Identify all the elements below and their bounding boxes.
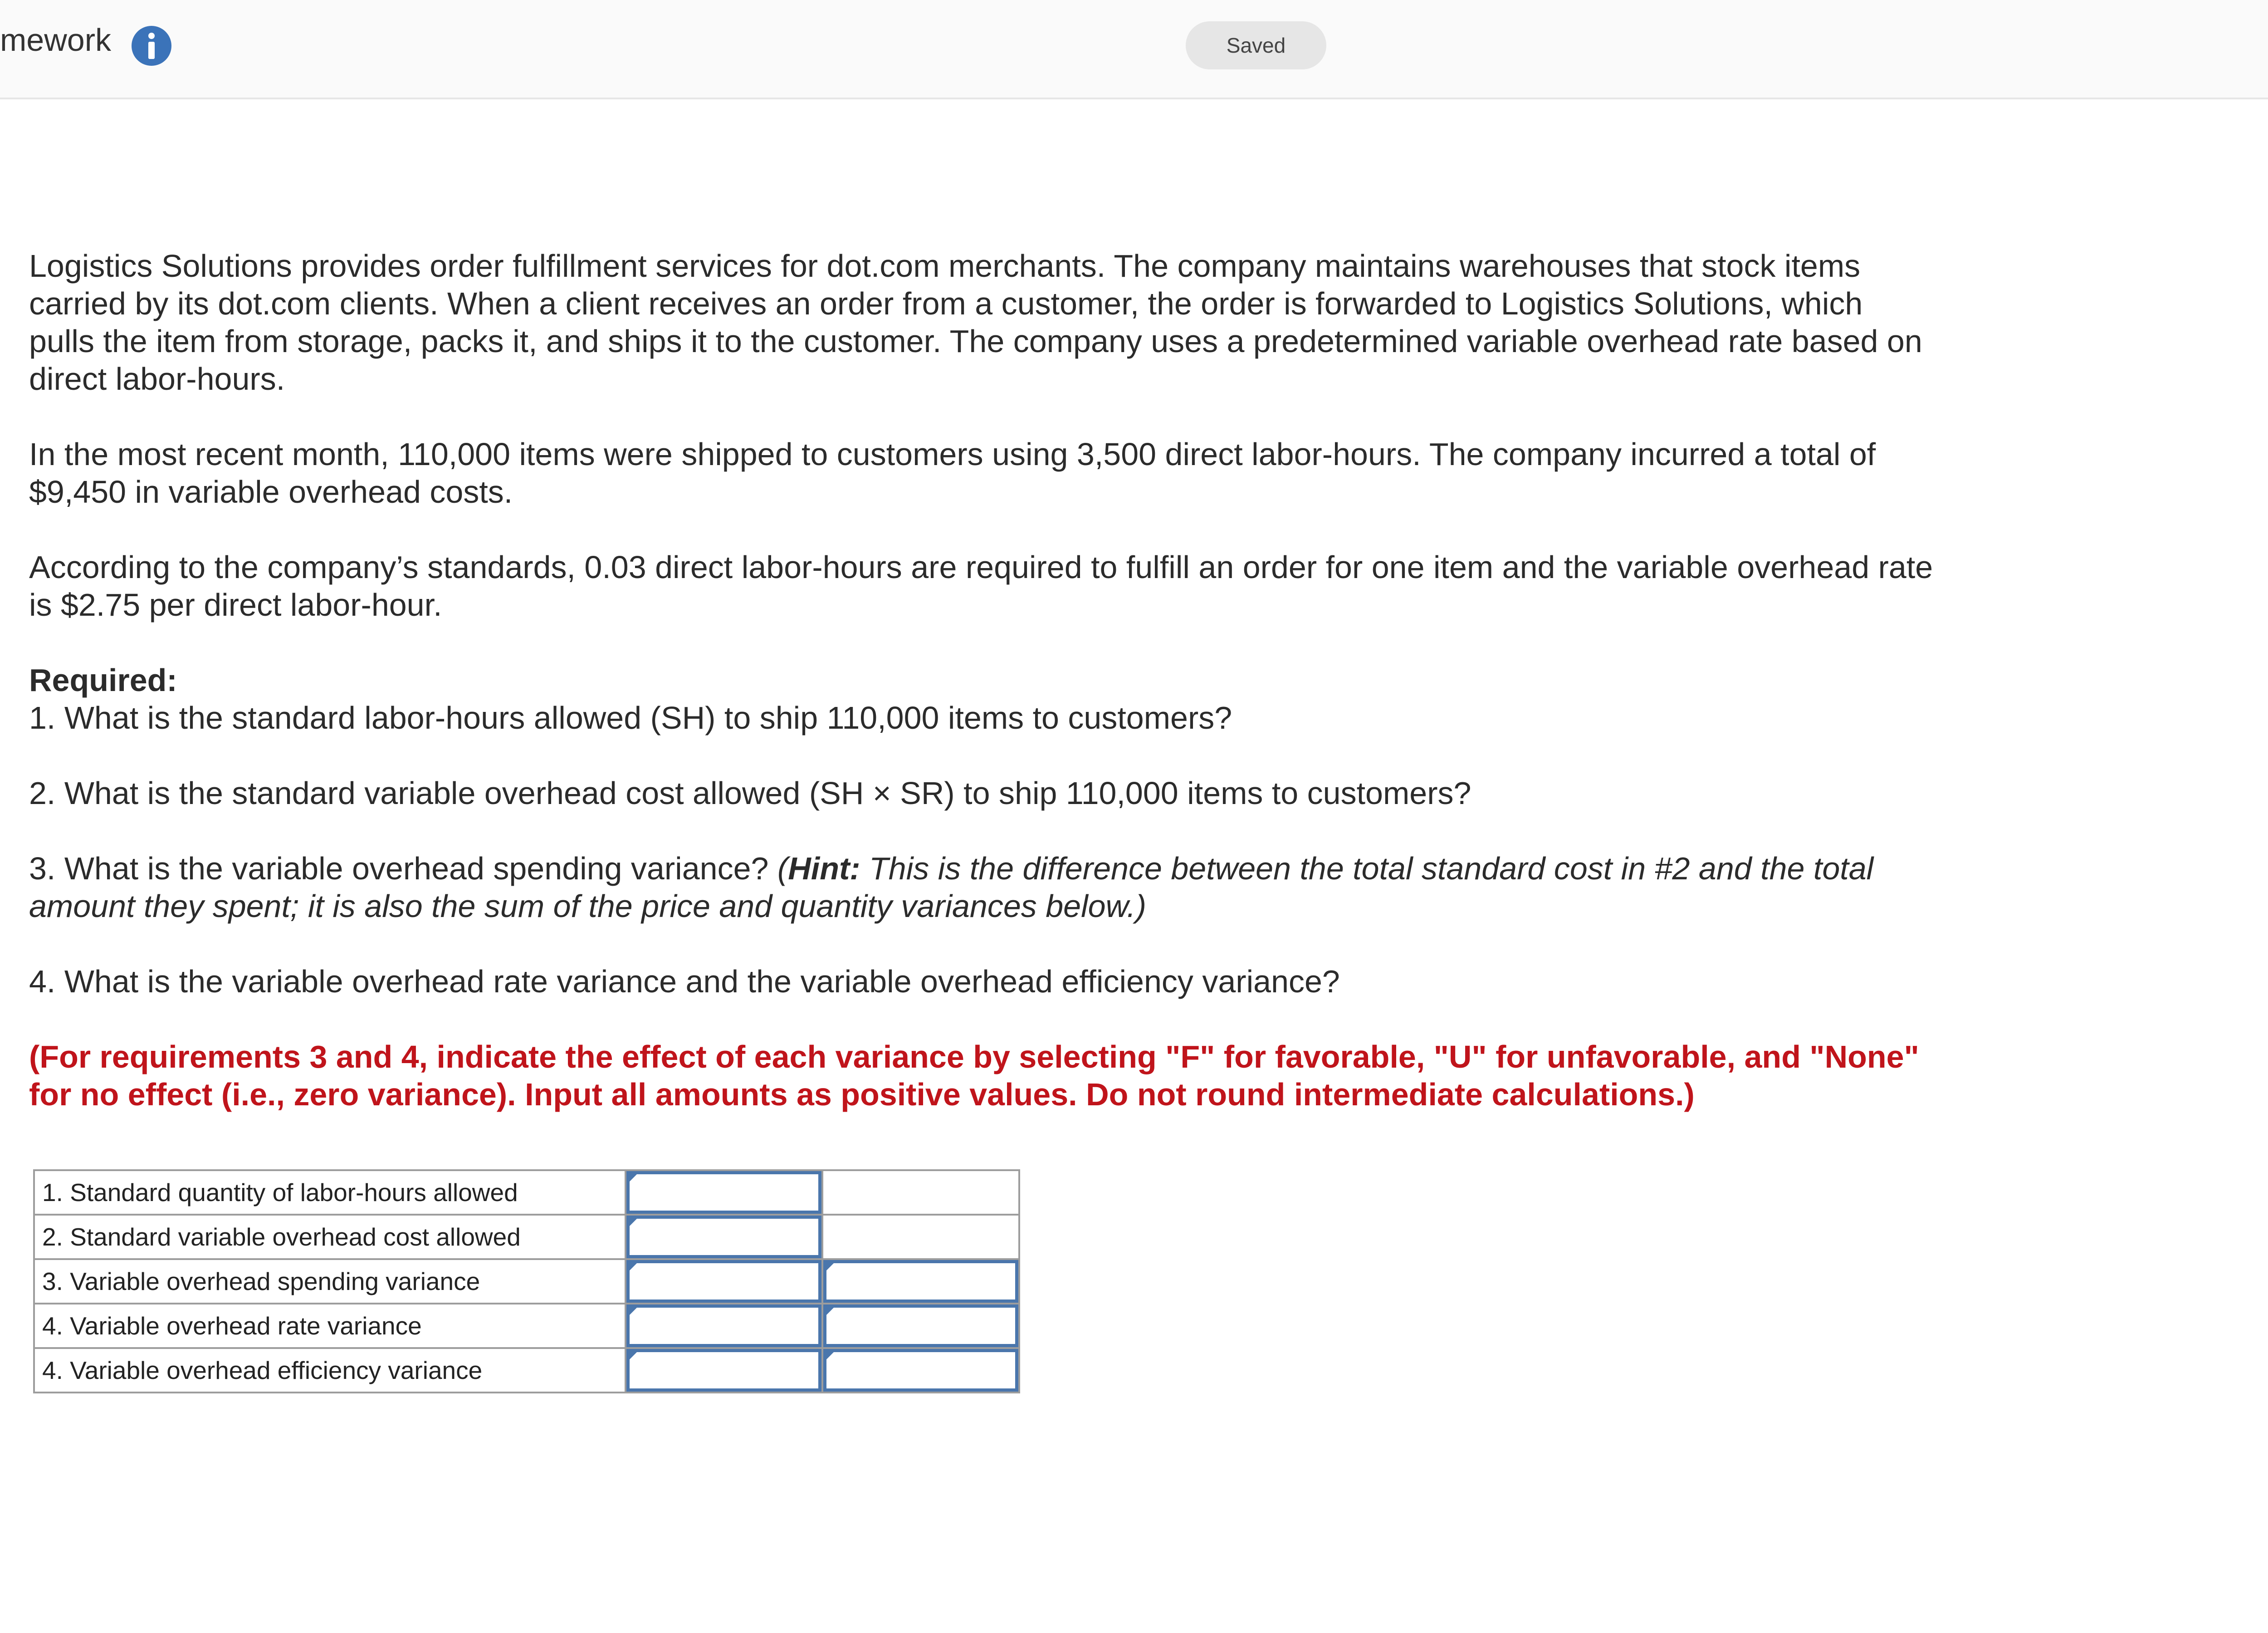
- amount-cell: [626, 1348, 822, 1393]
- effect-select[interactable]: [823, 1304, 1018, 1347]
- empty-cell: [822, 1215, 1019, 1259]
- table-row: [34, 1304, 1019, 1348]
- question-intro: Logistics Solutions provides order fulfillment services for dot.com merchants. The company maintains warehouses that stock items carried by its dot.com clients. When a client receives an order from a customer, the order is forwarded to Logistics Solutions, which pulls the item from storage, packs it, and ships it to the customer. The company uses a predetermined variable overhead rate based on direct labor-hours.: [29, 248, 1922, 397]
- question-month-data: In the most recent month, 110,000 items were shipped to customers using 3,500 direct labor-hours. The company incurred a total of $9,450 in variable overhead costs.: [29, 436, 1876, 510]
- table-row: [34, 1170, 1019, 1215]
- row-label: 2. Standard variable overhead cost allowed: [34, 1215, 626, 1259]
- requirement-4: 4. What is the variable overhead rate variance and the variable overhead efficiency variance?: [29, 964, 1340, 999]
- required-heading: Required:: [29, 662, 177, 698]
- question-standards: According to the company’s standards, 0.03 direct labor-hours are required to fulfill an order for one item and the variable overhead rate is $2.75 per direct labor-hour.: [29, 549, 1933, 623]
- required-block: [29, 662, 1934, 737]
- effect-cell: [822, 1259, 1019, 1304]
- effect-select[interactable]: [823, 1260, 1018, 1303]
- requirement-2: 2. What is the standard variable overhead cost allowed (SH × SR) to ship 110,000 items to customers?: [29, 775, 1471, 811]
- table-row: [34, 1259, 1019, 1304]
- assignment-title: mework: [0, 22, 112, 58]
- hint-open-paren: (: [777, 851, 788, 886]
- table-row: [34, 1348, 1019, 1393]
- row-label: 4. Variable overhead efficiency variance: [34, 1348, 626, 1393]
- question-body: [29, 247, 1934, 1151]
- amount-cell: [626, 1304, 822, 1348]
- top-bar: [0, 0, 2268, 99]
- effect-select[interactable]: [823, 1349, 1018, 1392]
- amount-cell: [626, 1259, 822, 1304]
- amount-cell: [626, 1215, 822, 1259]
- info-icon[interactable]: [132, 26, 171, 66]
- answer-table: [33, 1169, 1020, 1393]
- table-row: [34, 1215, 1019, 1259]
- amount-input[interactable]: [626, 1349, 821, 1392]
- amount-cell: [626, 1170, 822, 1215]
- row-label: 1. Standard quantity of labor-hours allowed: [34, 1170, 626, 1215]
- requirement-3: [29, 850, 1934, 925]
- amount-input[interactable]: [626, 1304, 821, 1347]
- requirement-3-text: 3. What is the variable overhead spending variance?: [29, 851, 777, 886]
- saved-status-badge: Saved: [1186, 21, 1326, 69]
- empty-cell: [822, 1170, 1019, 1215]
- row-label: 4. Variable overhead rate variance: [34, 1304, 626, 1348]
- hint-label: Hint:: [788, 851, 860, 886]
- effect-cell: [822, 1348, 1019, 1393]
- hint-text: This is the difference between the total standard cost in #2 and the total amount they spent; it is also the sum of the price and quantity variances below.): [29, 851, 1874, 924]
- instructions: (For requirements 3 and 4, indicate the effect of each variance by selecting "F" for favorable, "U" for unfavorable, and "None" for no effect (i.e., zero variance). Input all amounts as positive values. Do not round intermediate calculations.): [29, 1039, 1919, 1112]
- requirement-1: 1. What is the standard labor-hours allowed (SH) to ship 110,000 items to customers?: [29, 700, 1232, 736]
- amount-input[interactable]: [626, 1171, 821, 1214]
- effect-cell: [822, 1304, 1019, 1348]
- row-label: 3. Variable overhead spending variance: [34, 1259, 626, 1304]
- amount-input[interactable]: [626, 1260, 821, 1303]
- amount-input[interactable]: [626, 1216, 821, 1258]
